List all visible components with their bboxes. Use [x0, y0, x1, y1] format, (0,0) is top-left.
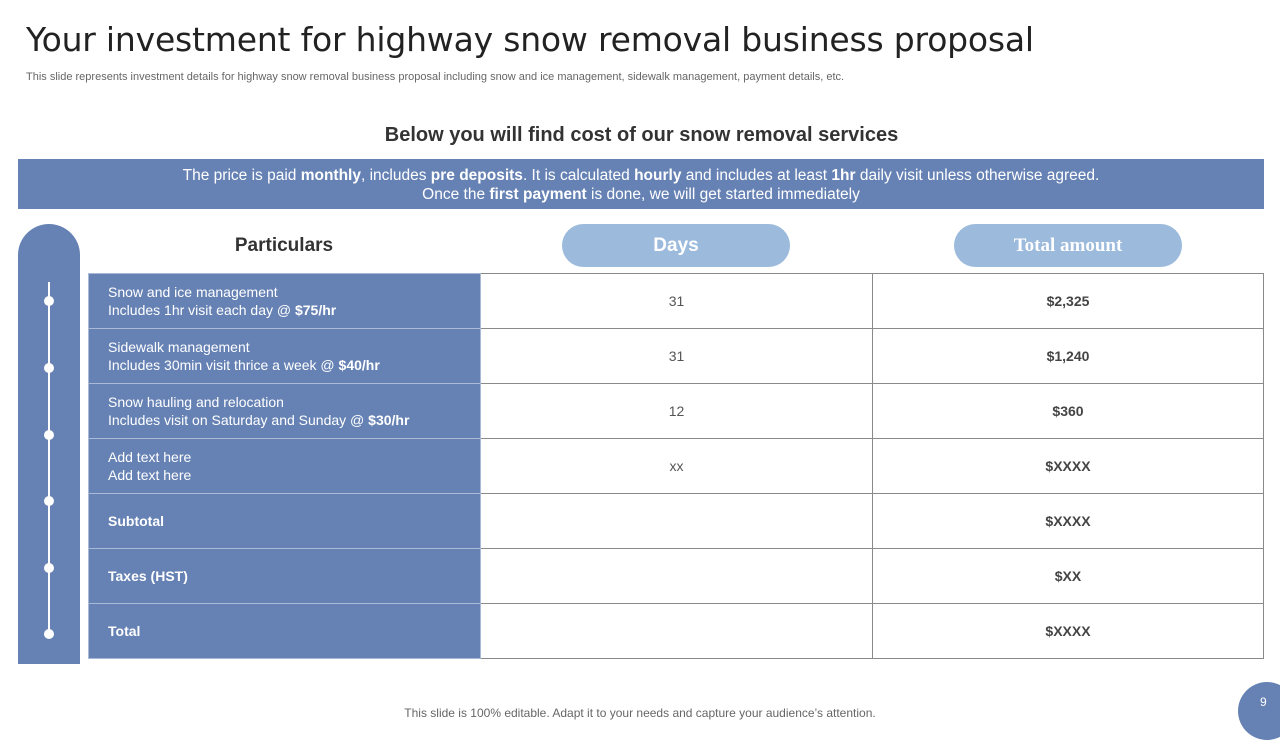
- banner-text-segment: , includes: [360, 167, 431, 184]
- banner-text-segment: . It is calculated: [522, 167, 635, 184]
- row-particulars: [89, 274, 481, 329]
- header-days: Days: [562, 224, 790, 267]
- row-days: xx: [481, 439, 873, 494]
- slide-footer: This slide is 100% editable. Adapt it to your needs and capture your audience’s attention.: [404, 706, 876, 720]
- row-days: 31: [481, 329, 873, 384]
- banner-line-1: [18, 166, 1264, 185]
- table-row: [89, 384, 1264, 439]
- table-row: [89, 329, 1264, 384]
- banner-text-segment: and includes at least: [681, 167, 832, 184]
- summary-empty-cell: [481, 549, 873, 604]
- row-particulars: [89, 329, 481, 384]
- cost-table: [88, 273, 1264, 659]
- summary-amount: $XXXX: [873, 604, 1264, 659]
- service-detail: Includes visit on Saturday and Sunday @ $30/hr: [108, 412, 410, 428]
- summary-amount: $XXXX: [873, 494, 1264, 549]
- banner-text-segment: pre deposits: [430, 167, 523, 184]
- summary-label: Subtotal: [89, 494, 481, 549]
- timeline-dot: [44, 430, 54, 440]
- header-total-amount: Total amount: [954, 224, 1182, 267]
- summary-label: Taxes (HST): [89, 549, 481, 604]
- summary-amount: $XX: [873, 549, 1264, 604]
- summary-label: Total: [89, 604, 481, 659]
- service-detail: Includes 30min visit thrice a week @ $40/hr: [108, 357, 380, 373]
- table-row: [89, 274, 1264, 329]
- service-detail: Includes 1hr visit each day @ $75/hr: [108, 302, 337, 318]
- service-rate: $75/hr: [294, 302, 337, 318]
- service-name: Sidewalk management: [108, 339, 250, 355]
- row-amount: $360: [873, 384, 1264, 439]
- row-amount: $2,325: [873, 274, 1264, 329]
- banner-text-segment: The price is paid: [182, 167, 301, 184]
- banner-line-2: [18, 185, 1264, 204]
- timeline-dot: [44, 629, 54, 639]
- timeline-line: [48, 282, 50, 638]
- service-detail: Add text here: [108, 467, 192, 483]
- table-row: [89, 439, 1264, 494]
- timeline-dot: [44, 563, 54, 573]
- banner-text-segment: 1hr: [831, 167, 856, 184]
- service-rate: $30/hr: [368, 412, 410, 428]
- timeline-dot: [44, 496, 54, 506]
- slide-title: Your investment for highway snow removal business proposal: [26, 20, 1034, 59]
- summary-row-taxes: [89, 549, 1264, 604]
- banner-text-segment: Once the: [422, 186, 490, 203]
- row-particulars: [89, 384, 481, 439]
- banner-text-segment: first payment: [489, 186, 587, 203]
- row-amount: $1,240: [873, 329, 1264, 384]
- service-name: Snow and ice management: [108, 284, 278, 300]
- timeline-dot: [44, 296, 54, 306]
- summary-row-total: [89, 604, 1264, 659]
- row-particulars: [89, 439, 481, 494]
- summary-empty-cell: [481, 494, 873, 549]
- row-days: 12: [481, 384, 873, 439]
- page-number: 9: [1238, 682, 1280, 740]
- timeline-dot: [44, 363, 54, 373]
- slide-subtitle: This slide represents investment details for highway snow removal business proposal including snow and ice management, sidewalk management, payment details, etc.: [26, 71, 845, 83]
- section-heading: Below you will find cost of our snow removal services: [384, 124, 899, 146]
- row-days: 31: [481, 274, 873, 329]
- banner-text-segment: is done, we will get started immediately: [586, 186, 860, 203]
- service-name: Snow hauling and relocation: [108, 394, 284, 410]
- service-name: Add text here: [108, 449, 192, 465]
- row-amount: $XXXX: [873, 439, 1264, 494]
- banner-text-segment: hourly: [634, 167, 682, 184]
- timeline-bar: [18, 224, 80, 664]
- banner-text-segment: monthly: [300, 167, 361, 184]
- banner-text-segment: daily visit unless otherwise agreed.: [855, 167, 1100, 184]
- header-particulars: Particulars: [234, 234, 334, 256]
- service-rate: $40/hr: [338, 357, 380, 373]
- pricing-banner: [18, 159, 1264, 209]
- summary-empty-cell: [481, 604, 873, 659]
- summary-row-subtotal: [89, 494, 1264, 549]
